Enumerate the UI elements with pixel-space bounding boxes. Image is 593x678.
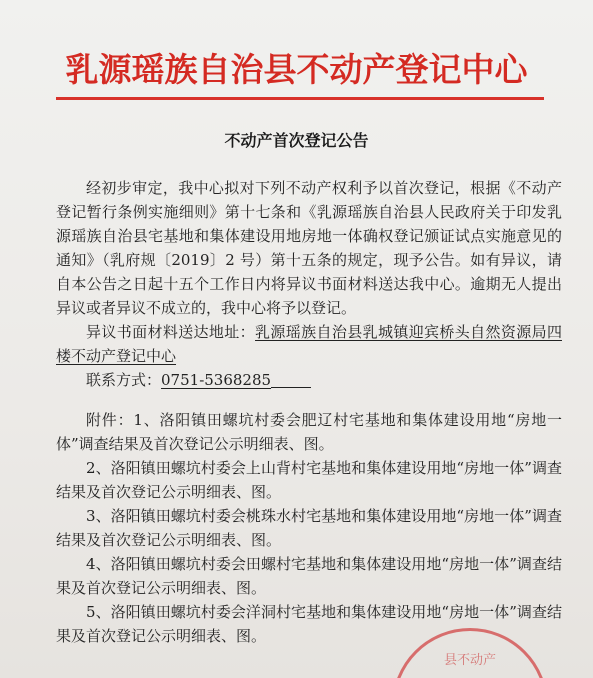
contact-underline <box>271 371 311 388</box>
contact-value: 0751-5368285 <box>161 371 272 389</box>
attachment-item: 2、洛阳镇田螺坑村委会上山背村宅基地和集体建设用地“房地一体”调查结果及首次登记公示明细表、图。 <box>56 459 562 501</box>
org-title: 乳源瑶族自治县不动产登记中心 <box>65 50 528 89</box>
address-line <box>56 320 562 368</box>
contact-line <box>56 368 562 392</box>
address-label: 异议书面材料送达地址： <box>86 323 256 341</box>
address-value: 乳源瑶族自治县乳城镇迎宾桥头自然资源局四楼不动产登记中心 <box>56 323 562 365</box>
spacer <box>56 392 562 408</box>
contact-label: 联系方式： <box>86 371 162 389</box>
attachment-item: 3、洛阳镇田螺坑村委会桃珠水村宅基地和集体建设用地“房地一体”调查结果及首次登记公示明细表、图。 <box>56 507 562 549</box>
attachment-item: 4、洛阳镇田螺坑村委会田螺村宅基地和集体建设用地“房地一体”调查结果及首次登记公示明细表、图。 <box>56 555 562 597</box>
attachment-item: 附件：1、洛阳镇田螺坑村委会肥辽村宅基地和集体建设用地“房地一体”调查结果及首次登记公示明细表、图。 <box>56 411 562 453</box>
notice-paragraph: 经初步审定，我中心拟对下列不动产权利予以首次登记，根据《不动产登记暂行条例实施细则》第十七条和《乳源瑶族自治县人民政府关于印发乳源瑶族自治县宅基地和集体建设用地房地一体确权登记颁证试点实施意见的通知》（乳府规〔2019〕2 号）第十五条的规定，现予公告。如有异议，请自本公告之日起十五个工作日内将异议书面材料送达我中心。逾期无人提出异议或者异议不成立的，我中心将予以登记。 <box>56 179 562 317</box>
notice-title: 不动产首次登记公告 <box>224 131 369 150</box>
attachment-item: 5、洛阳镇田螺坑村委会洋洞村宅基地和集体建设用地“房地一体”调查结果及首次登记公示明细表、图。 <box>56 603 562 645</box>
seal-text: 县不动产 <box>443 653 496 668</box>
notice-body <box>56 176 562 648</box>
red-header-rule <box>56 97 544 100</box>
